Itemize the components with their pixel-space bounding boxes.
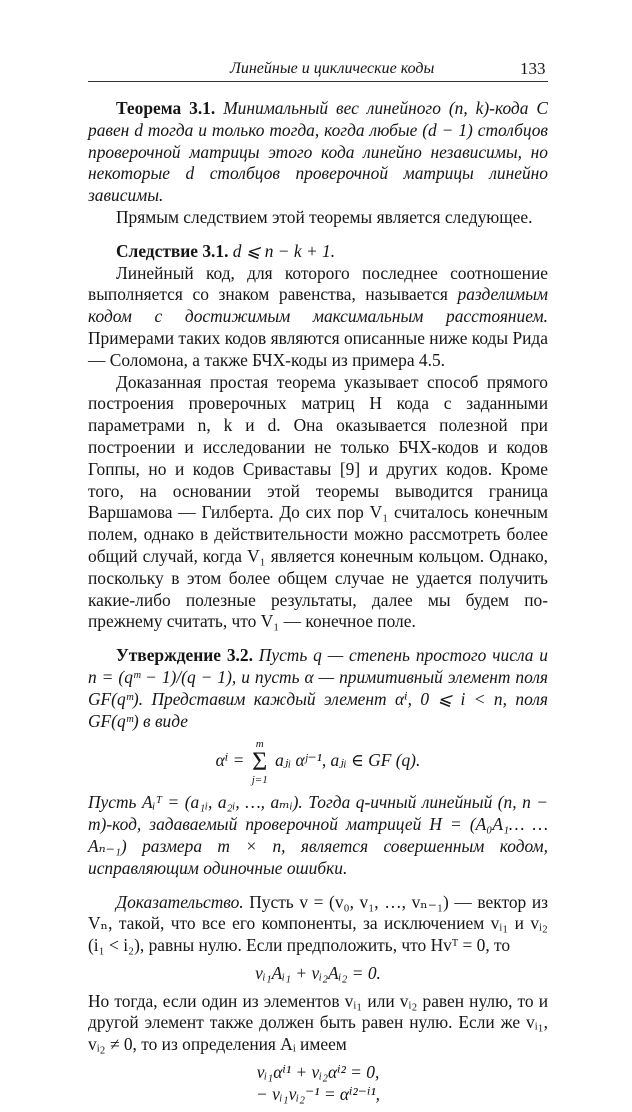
proof-formula-1: vᵢ₁Aᵢ₁ + vᵢ₂Aᵢ₂ = 0. [255,962,381,983]
running-title: Линейные и циклические коды [230,60,435,77]
theorem-3-1 [88,98,548,207]
sum-lower-limit: j=1 [251,774,268,787]
page-body [88,98,548,1112]
sum-upper-limit: m [255,738,264,751]
construction-paragraph: Доказанная простая теорема указывает способ прямого построения проверочных матриц H кода с заданными параметрами n, k и d. Она оказывается полезной при построении и исследовании не только БЧХ-кодов и кодов Гоппы, но и кодов Сриваставы [9] и других кодов. Кроме того, на основании этой теоремы выводится граница Варшамова — Гилберта. До сих пор V₁ считалось конечным полем, однако в действительности можно рассмотреть более общий случай, когда V₁ является конечным кольцом. Однако, поскольку в этом более общем случае не удается получить какие-либо полезные результаты, далее мы будем по-прежнему считать, что V₁ — конечное поле. [88,371,548,632]
header-rule [88,81,548,82]
mds-paragraph [88,263,548,372]
corollary-3-1 [88,241,548,263]
theorem-text: Минимальный вес линейного (n, k)-кода C равен d тогда и только тогда, когда любые (d − 1) столбцов проверочной матрицы этого кода линейно независимы, но некоторые d столбцов проверочной матрицы линейно зависимы. [88,98,548,206]
corollary-label: Следствие 3.1. [116,240,229,261]
proof-formula-3: − vᵢ₁vᵢ₂⁻¹ = αⁱ²⁻ⁱ¹, [255,1083,381,1104]
formula-rhs: aⱼᵢ αʲ⁻¹, aⱼᵢ ∈ GF (q). [275,750,421,771]
summation [252,738,268,786]
theorem-label: Теорема 3.1. [116,98,216,118]
proof [88,892,548,957]
statement-text-continued: Пусть Aᵢᵀ = (a₁ᵢ, a₂ᵢ, …, aₘᵢ). Тогда q-ичный линейный (n, n − m)-код, задаваемый проверочной матрицей H = (A₀A₁… …Aₙ₋₁) размера m × n, является совершенным кодом, исправляющим одиночные ошибки. [88,792,548,878]
sum-symbol: Σ [252,747,268,777]
after-theorem-text: Прямым следствием этой теоремы является следующее. [116,206,533,227]
proof-text: Пусть v = (v₀, v₁, …, vₙ₋₁) — вектор из Vₙ, такой, что все его компоненты, за исключением vᵢ₁ и vᵢ₂ (i₁ < i₂), равны нулю. Если предположить, что Hvᵀ = 0, то [88,891,548,956]
statement-formula [88,738,548,786]
mds-text-after: Примерами таких кодов являются описанные ниже коды Рида — Соломона, а также БЧХ-коды из примера 4.5. [88,327,548,370]
mds-text-before: Линейный код, для которого последнее соотношение выполняется со знаком равенства, называется [88,262,548,305]
formula-lhs: αⁱ = [215,750,245,771]
corollary-formula: d ⩽ n − k + 1. [232,240,336,261]
statement-text: Пусть q — степень простого числа и n = (qᵐ − 1)/(q − 1), и пусть α — примитивный элемент поля GF(qᵐ). Представим каждый элемент αⁱ, 0 ⩽ i < n, поля GF(qᵐ) в виде [88,645,548,731]
statement-3-2 [88,645,548,732]
proof-formula-2: vᵢ₁αⁱ¹ + vᵢ₂αⁱ² = 0, [256,1062,380,1083]
mds-term: разделимым кодом с достижимым максимальным расстоянием. [88,284,548,327]
proof-label: Доказательство. [116,891,244,912]
statement-label: Утверждение 3.2. [116,645,253,666]
page-number: 133 [520,59,546,78]
proof-text-continued: Но тогда, если один из элементов vᵢ₁ или vᵢ₂ равен нулю, то и другой элемент также должен быть равен нулю. Если же vᵢ₁, vᵢ₂ ≠ 0, то из определения Aᵢ имеем [88,990,548,1055]
